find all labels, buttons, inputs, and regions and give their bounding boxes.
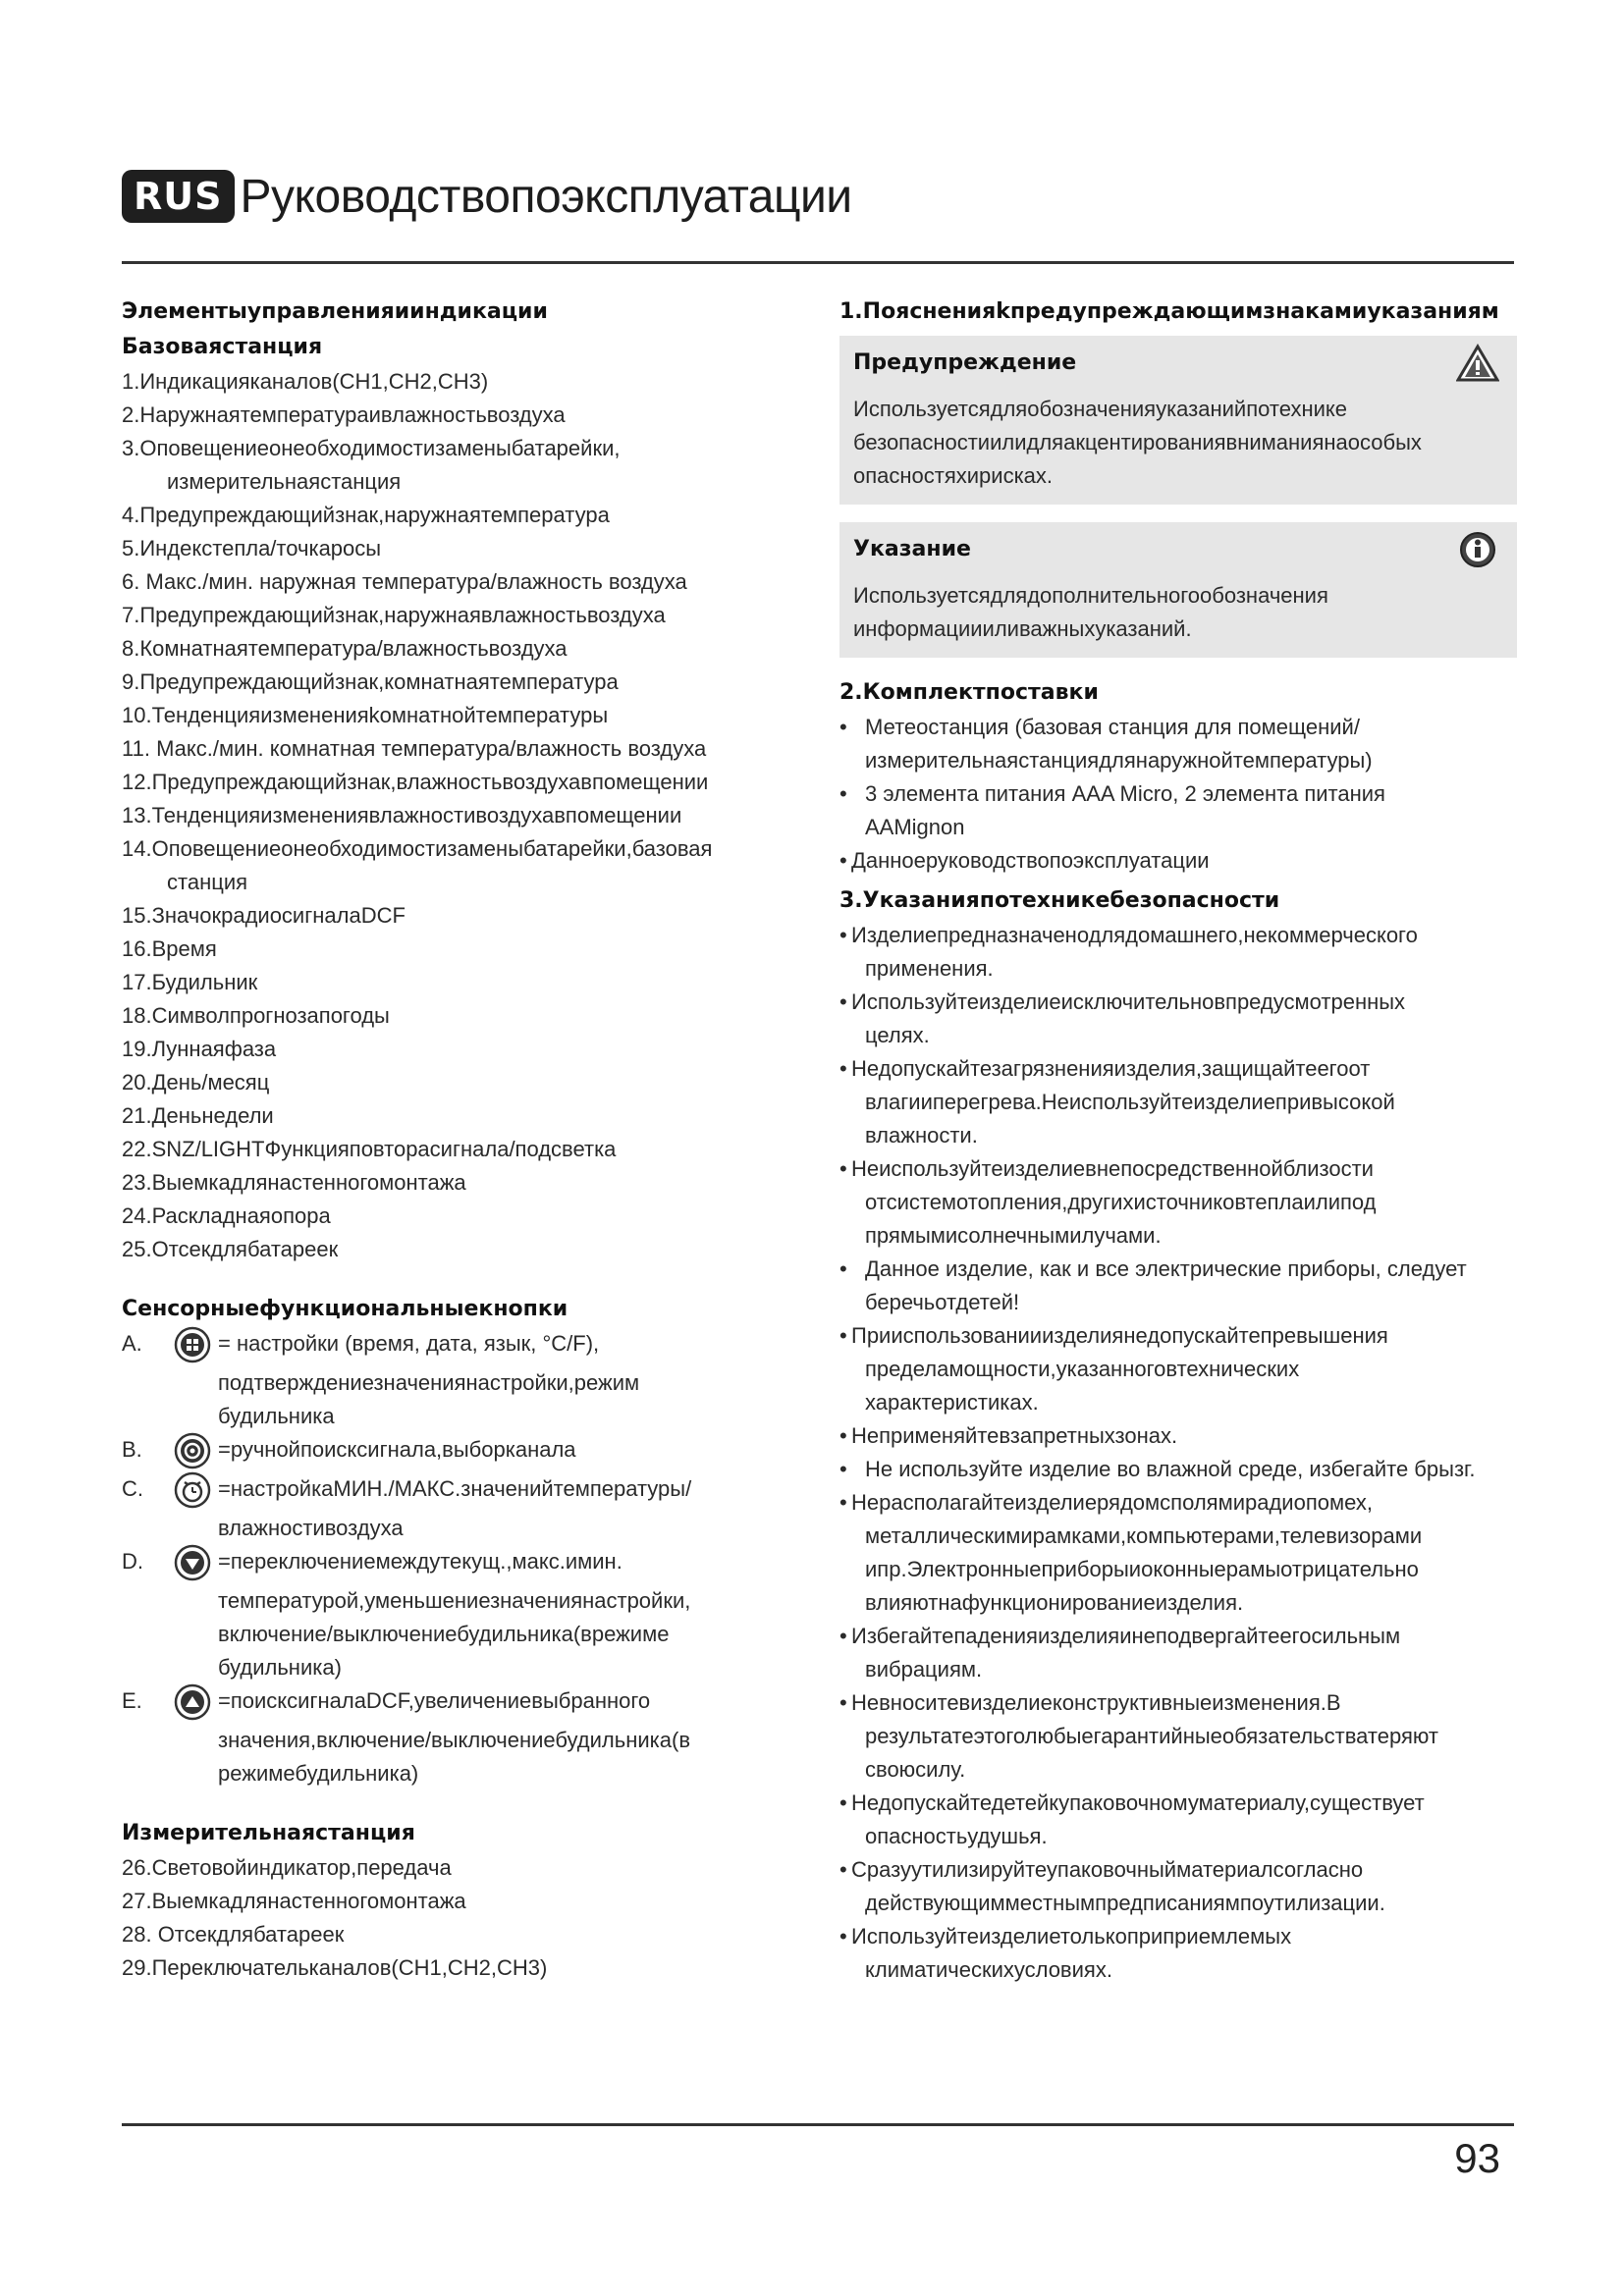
menu-grid-icon	[173, 1325, 212, 1364]
button-description-line: подтверждениезначениянастройки,режим	[218, 1370, 640, 1395]
bullet-line: Избегайтепаденияизделияинеподвергайтеегосильным	[851, 1624, 1401, 1648]
bullet-line: Данное изделие, как и все электрические приборы, следует	[865, 1256, 1467, 1281]
note-title: Указание	[853, 537, 971, 561]
bullet-line: Неприменяйтевзапретныхзонах.	[851, 1423, 1178, 1448]
bullet-dot: •	[839, 1056, 847, 1081]
bullet-dot: •	[839, 1924, 847, 1949]
bullet-line: Неиспользуйтеизделиевнепосредственнойблизости	[851, 1156, 1374, 1181]
base-station-item: измерительнаястанция	[167, 469, 402, 494]
bullet-line: Недопускайтезагрязненияизделия,защищайтеегоот	[851, 1056, 1371, 1081]
bullet-line: металлическимирамками,компьютерами,телевизорами	[865, 1523, 1423, 1548]
bullet-line: Прииспользованииизделиянедопускайтепревышения	[851, 1323, 1388, 1348]
safety-item	[839, 919, 1517, 986]
note-line: Используетсядлядополнительногообозначения	[853, 583, 1328, 608]
bullet-dot: •	[839, 781, 847, 806]
safety-item	[839, 1052, 1517, 1152]
button-description	[218, 1684, 750, 1718]
warning-title: Предупреждение	[853, 350, 1077, 375]
bullet-line: AAMignon	[865, 815, 965, 839]
base-station-item: 11. Макс./мин. комнатная температура/влажность воздуха	[122, 736, 707, 761]
sensor-button-entry	[122, 1433, 750, 1470]
button-description-line: значения,включение/выключениебудильника(в	[218, 1728, 691, 1752]
base-station-item: станция	[167, 870, 248, 894]
signal-search-icon	[173, 1431, 212, 1470]
delivery-item	[839, 777, 1517, 844]
bullet-line: характеристиках.	[865, 1390, 1039, 1415]
base-station-item: 9.Предупреждающийзнак,комнатнаятемпература	[122, 669, 619, 694]
bullet-line: целях.	[865, 1023, 930, 1047]
bullet-text	[851, 1787, 1517, 1853]
bullet-text	[851, 844, 1517, 878]
warning-box	[839, 336, 1517, 505]
bullet-line: измерительнаястанциядлянаружнойтемпературы)	[865, 748, 1373, 773]
bullet-line: Используйтеизделиеисключительновпредусмотренных	[851, 989, 1406, 1014]
delivery-item	[839, 711, 1517, 777]
bullet-text	[851, 1419, 1517, 1453]
right-column	[839, 294, 1517, 1987]
safety-item	[839, 1253, 1517, 1319]
base-station-item: 19.Луннаяфаза	[122, 1037, 277, 1061]
bullet-text	[865, 1253, 1517, 1319]
button-description-line: будильника	[218, 1404, 335, 1428]
base-station-item: 16.Время	[122, 936, 217, 961]
measuring-station-item: 28. Отсекдлябатареек	[122, 1922, 345, 1947]
base-station-item: 5.Индекстепла/точкаросы	[122, 536, 382, 561]
bullet-text	[851, 1920, 1517, 1987]
base-station-item: 18.Символпрогнозапогоды	[122, 1003, 390, 1028]
bullet-line: Данноеруководствопоэксплуатации	[851, 848, 1210, 873]
bullet-line: беречьотдетей!	[865, 1290, 1020, 1314]
bullet-text	[865, 711, 1517, 777]
safety-item	[839, 1920, 1517, 1987]
bullet-line: своюсилу.	[865, 1757, 966, 1782]
bullet-line: отсистемотопления,другихисточниковтеплаилипод	[865, 1190, 1377, 1214]
page-number: 93	[1454, 2135, 1500, 2181]
bullet-text	[851, 1319, 1517, 1419]
base-station-item: 13.Тенденцияизменениявлажностивоздухавпомещении	[122, 803, 682, 828]
bullet-text	[851, 1853, 1517, 1920]
button-description-line: влажностивоздуха	[218, 1516, 404, 1540]
sensor-button-entry	[122, 1684, 750, 1722]
button-description	[218, 1545, 750, 1578]
safety-item	[839, 1686, 1517, 1787]
bullet-line: Используйтеизделиетолькоприприемлемых	[851, 1924, 1292, 1949]
bullet-dot: •	[839, 848, 847, 873]
bullet-line: опасностьудушья.	[865, 1824, 1048, 1848]
base-station-item: 1.Индикацияканалов(CH1,CH2,CH3)	[122, 369, 489, 394]
sensor-buttons-list	[122, 1327, 750, 1790]
bullet-line: Сразуутилизируйтеупаковочныйматериалсогласно	[851, 1857, 1364, 1882]
bullet-text	[851, 1052, 1517, 1152]
base-station-list	[122, 365, 750, 1266]
bullet-line: прямымисолнечнымилучами.	[865, 1223, 1162, 1248]
warning-line: опасностяхирисках.	[853, 463, 1054, 488]
base-station-item: 2.Наружнаятемпературaивлажностьвоздуха	[122, 402, 566, 427]
bullet-text	[851, 1152, 1517, 1253]
base-station-item: 7.Предупреждающийзнак,наружнаявлажностьвоздуха	[122, 603, 666, 627]
bullet-dot: •	[839, 1490, 847, 1515]
arrow-up-icon	[173, 1682, 212, 1722]
button-description-line: =ручнойпоисксигнала,выборканала	[218, 1437, 576, 1462]
controls-heading: Элементыуправленияииндикации	[122, 299, 548, 324]
bullet-text	[851, 1686, 1517, 1787]
base-station-item: 20.День/месяц	[122, 1070, 270, 1095]
safety-item	[839, 1319, 1517, 1419]
base-station-item: 4.Предупреждающийзнак,наружнаятемпература	[122, 503, 610, 527]
bullet-line: влагииперегрева.Неиспользуйтеизделиепривысокой	[865, 1090, 1395, 1114]
top-divider	[122, 261, 1514, 264]
bullet-dot: •	[839, 989, 847, 1014]
bullet-line: вибрациям.	[865, 1657, 983, 1682]
button-description	[218, 1472, 750, 1506]
safety-item	[839, 1486, 1517, 1620]
bullet-line: действующимместнымпредписаниямпоутилизации.	[865, 1891, 1385, 1915]
bullet-line: Изделиепредназначенодлядомашнего,некоммерческого	[851, 923, 1418, 947]
bullet-line: Нерасполагайтеизделиерядомсполямирадиопомех,	[851, 1490, 1373, 1515]
sensor-button-entry	[122, 1545, 750, 1582]
measuring-station-list	[122, 1851, 750, 1985]
button-letter: B.	[122, 1437, 142, 1462]
safety-item	[839, 1453, 1517, 1486]
bullet-line: климатическихусловиях.	[865, 1957, 1112, 1982]
bullet-text	[851, 919, 1517, 986]
page-header	[122, 162, 852, 231]
safety-item	[839, 1419, 1517, 1453]
sensor-button-entry	[122, 1327, 750, 1364]
button-letter: D.	[122, 1549, 143, 1574]
button-description	[218, 1433, 750, 1467]
bullet-line: влияютнафункционированиеизделия.	[865, 1590, 1244, 1615]
bullet-text	[851, 1486, 1517, 1620]
section-3-heading: 3.Указанияпотехникебезопасности	[839, 888, 1280, 913]
bullet-dot: •	[839, 1690, 847, 1715]
bullet-dot: •	[839, 715, 847, 739]
bullet-dot: •	[839, 923, 847, 947]
bullet-dot: •	[839, 1457, 847, 1481]
bullet-line: пределамощности,указанноговтехнических	[865, 1357, 1300, 1381]
bullet-line: влажности.	[865, 1123, 978, 1148]
section-2-heading: 2.Комплектпоставки	[839, 680, 1099, 705]
bullet-text	[851, 986, 1517, 1052]
safety-item	[839, 1620, 1517, 1686]
base-station-item: 6. Макс./мин. наружная температура/влажность воздуха	[122, 569, 687, 594]
base-station-item: 24.Раскладнаяопора	[122, 1203, 331, 1228]
measuring-station-item: 26.Световойиндикатор,передача	[122, 1855, 452, 1880]
measuring-station-item: 27.Выемкадлянастенногомонтажа	[122, 1889, 466, 1913]
button-letter: E.	[122, 1688, 142, 1713]
button-description-line: = настройки (время, дата, язык, °C/F),	[218, 1331, 600, 1356]
button-letter: C.	[122, 1476, 143, 1501]
button-description-line: включение/выключениебудильника(врежиме	[218, 1622, 670, 1646]
warning-line: безопасностиилидляакцентированиявниманиянаособых	[853, 430, 1422, 454]
warning-text	[853, 393, 1503, 493]
delivery-item	[839, 844, 1517, 878]
note-text	[853, 579, 1503, 646]
bullet-text	[865, 1453, 1517, 1486]
sensor-buttons-heading: Сенсорныефункциональныекнопки	[122, 1297, 568, 1321]
base-station-item: 17.Будильник	[122, 970, 258, 994]
safety-item	[839, 1152, 1517, 1253]
safety-list	[839, 919, 1517, 1987]
bullet-dot: •	[839, 1624, 847, 1648]
left-column	[122, 294, 750, 1985]
measuring-station-heading: Измерительнаястанция	[122, 1821, 415, 1845]
bullet-line: применения.	[865, 956, 994, 981]
measuring-station-item: 29.Переключательканалов(CH1,CH2,CH3)	[122, 1955, 548, 1980]
button-description-line: температурой,уменьшениезначениянастройки,	[218, 1588, 691, 1613]
safety-item	[839, 1787, 1517, 1853]
bottom-divider	[122, 2123, 1514, 2126]
bullet-dot: •	[839, 1790, 847, 1815]
button-description-line: будильника)	[218, 1655, 342, 1680]
bullet-line: Недопускайтедетейкупаковочномуматериалу,существует	[851, 1790, 1425, 1815]
bullet-dot: •	[839, 1857, 847, 1882]
sensor-button-entry	[122, 1472, 750, 1510]
base-station-item: 21.Деньнедели	[122, 1103, 274, 1128]
bullet-dot: •	[839, 1423, 847, 1448]
base-station-item: 23.Выемкадлянастенногомонтажа	[122, 1170, 466, 1195]
note-box	[839, 522, 1517, 658]
note-line: информациииливажныхуказаний.	[853, 616, 1192, 641]
info-icon	[1456, 530, 1499, 569]
bullet-dot: •	[839, 1323, 847, 1348]
bullet-line: 3 элемента питания AAA Micro, 2 элемента питания	[865, 781, 1385, 806]
warning-triangle-icon	[1456, 344, 1499, 383]
base-station-item: 15.ЗначокрадиосигналаDCF	[122, 903, 406, 928]
safety-item	[839, 1853, 1517, 1920]
language-badge: RUS	[122, 170, 235, 223]
base-station-item: 8.Комнатнаятемпература/влажностьвоздуха	[122, 636, 568, 661]
bullet-dot: •	[839, 1156, 847, 1181]
bullet-line: Не используйте изделие во влажной среде, избегайте брызг.	[865, 1457, 1476, 1481]
base-station-heading: Базоваястанция	[122, 335, 323, 359]
base-station-item: 22.SNZ/LIGHTФункцияповторасигнала/подсветка	[122, 1137, 617, 1161]
delivery-list	[839, 711, 1517, 878]
button-description-line: режимебудильника)	[218, 1761, 419, 1786]
button-description-line: =поисксигналаDCF,увеличениевыбранного	[218, 1688, 651, 1713]
base-station-item: 10.Тенденцияизмененияkомнатнойтемпературы	[122, 703, 609, 727]
bullet-dot: •	[839, 1256, 847, 1281]
bullet-line: ипр.Электронныеприборыиоконныерамыотрицательно	[865, 1557, 1419, 1581]
bullet-line: Метеостанция (базовая станция для помещений/	[865, 715, 1360, 739]
base-station-item: 14.Оповещениеонеобходимостизаменыбатарейки,базовая	[122, 836, 713, 861]
button-description-line: =переключениемеждутекущ.,макс.имин.	[218, 1549, 623, 1574]
bullet-text	[865, 777, 1517, 844]
warning-line: Используетсядляобозначенияуказанийпотехнике	[853, 397, 1348, 421]
base-station-item: 12.Предупреждающийзнак,влажностьвоздухавпомещении	[122, 770, 709, 794]
section-1-heading: 1.Поясненияkпредупреждающимзнакамиуказаниям	[839, 299, 1499, 324]
base-station-item: 3.Оповещениеонеобходимостизаменыбатарейки,	[122, 436, 621, 460]
bullet-line: результатеэтоголюбыегарантийныеобязательстватеряют	[865, 1724, 1438, 1748]
button-description	[218, 1327, 750, 1361]
arrow-down-icon	[173, 1543, 212, 1582]
alarm-clock-icon	[173, 1470, 212, 1510]
safety-item	[839, 986, 1517, 1052]
base-station-item: 25.Отсекдлябатареек	[122, 1237, 339, 1261]
button-description-line: =настройкаМИН./МАКС.значенийтемпературы/	[218, 1476, 692, 1501]
document-title: Руководствопоэксплуатации	[240, 170, 852, 223]
bullet-line: Невноситевизделиеконструктивныеизменения.В	[851, 1690, 1341, 1715]
button-letter: A.	[122, 1331, 142, 1356]
bullet-text	[851, 1620, 1517, 1686]
